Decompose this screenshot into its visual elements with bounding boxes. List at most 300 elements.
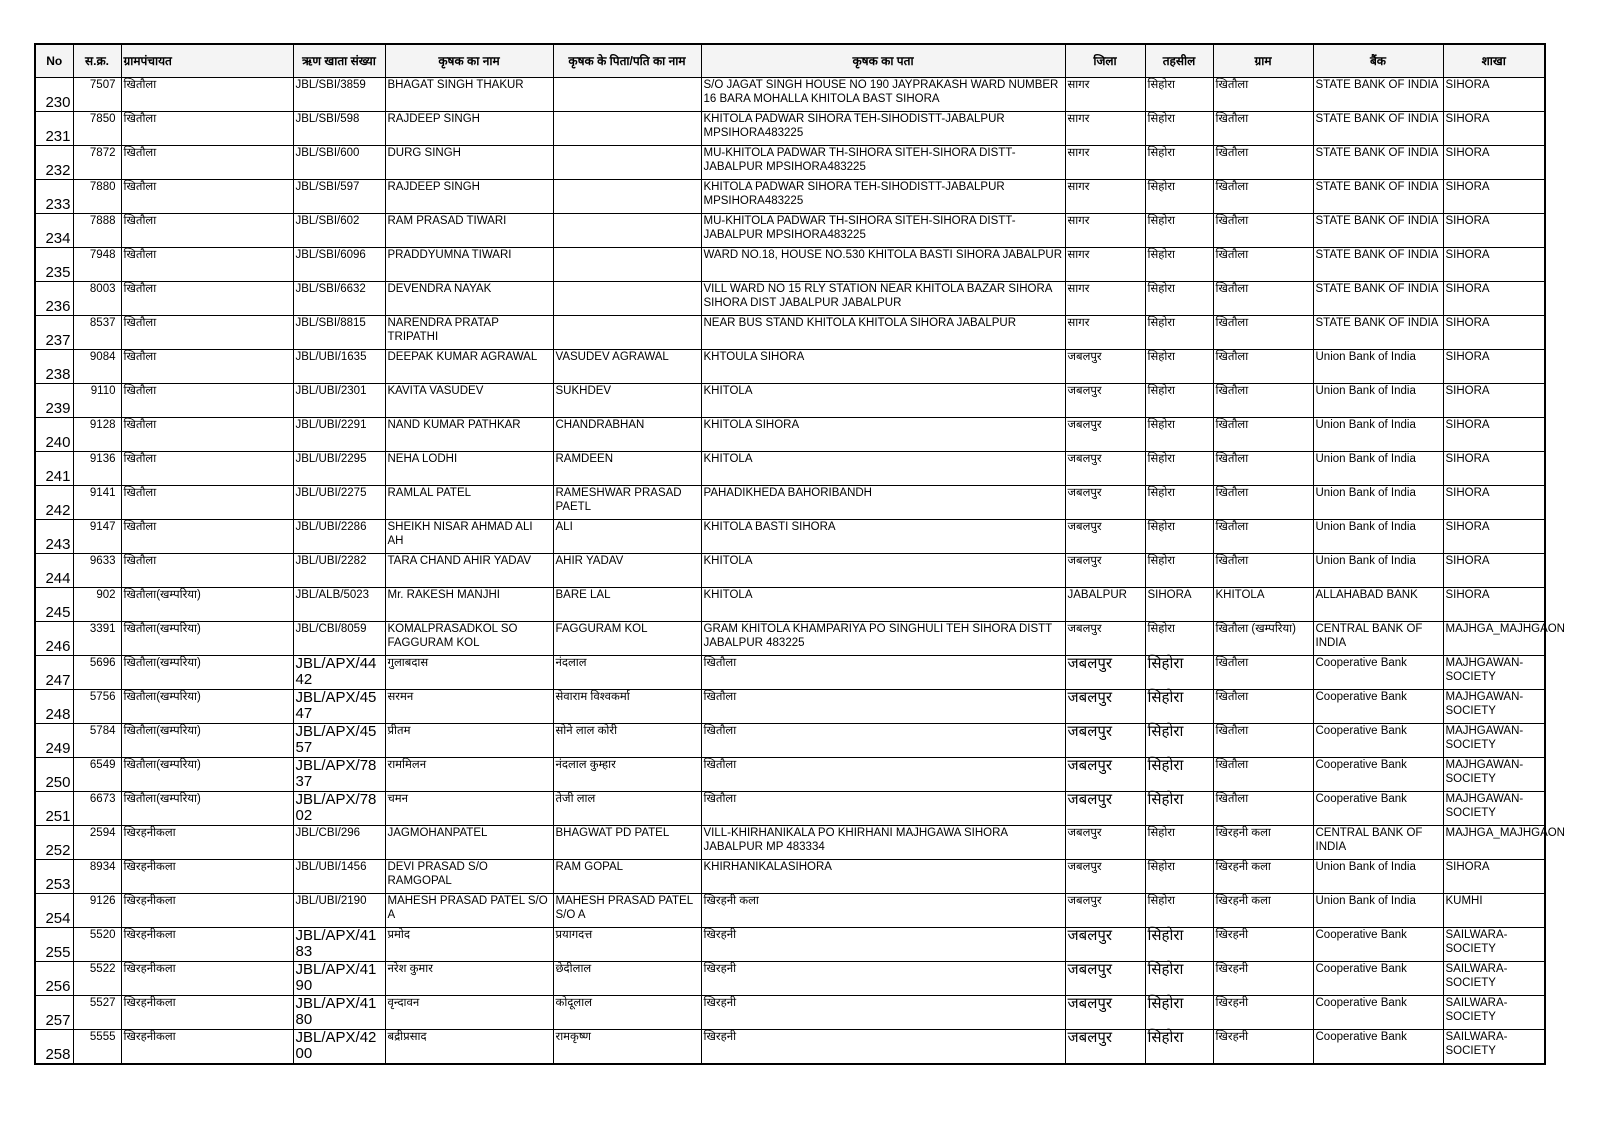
cell-row-number: 255 — [35, 928, 73, 962]
cell-district: जबलपुर — [1065, 996, 1145, 1030]
cell-village: खितौला — [1213, 248, 1313, 282]
cell-village: KHITOLA — [1213, 588, 1313, 622]
cell-father-name: AHIR YADAV — [553, 554, 701, 588]
cell-loan-account: JBL/UBI/2295 — [293, 452, 385, 486]
cell-branch: SIHORA — [1443, 452, 1545, 486]
cell-serial-number: 7850 — [73, 112, 121, 146]
cell-farmer-name: NARENDRA PRATAP TRIPATHI — [385, 316, 553, 350]
cell-farmer-name: PRADDYUMNA TIWARI — [385, 248, 553, 282]
cell-district: जबलपुर — [1065, 860, 1145, 894]
cell-farmer-name: TARA CHAND AHIR YADAV — [385, 554, 553, 588]
cell-row-number: 242 — [35, 486, 73, 520]
cell-bank: STATE BANK OF INDIA — [1313, 248, 1443, 282]
cell-loan-account: JBL/SBI/600 — [293, 146, 385, 180]
table-body — [35, 78, 1565, 1064]
cell-branch: MAJHGAWAN-SOCIETY — [1443, 656, 1545, 690]
cell-father-name: VASUDEV AGRAWAL — [553, 350, 701, 384]
cell-branch: MAJHGAWAN-SOCIETY — [1443, 758, 1545, 792]
cell-bank: Cooperative Bank — [1313, 792, 1443, 826]
header-village: ग्राम — [1213, 44, 1313, 78]
cell-branch: SAILWARA-SOCIETY — [1443, 928, 1545, 962]
cell-father-name — [553, 112, 701, 146]
cell-row-number: 256 — [35, 962, 73, 996]
cell-tehsil: सिहोरा — [1145, 520, 1213, 554]
cell-loan-account: JBL/APX/7802 — [293, 792, 385, 826]
cell-serial-number: 8537 — [73, 316, 121, 350]
cell-address: MU-KHITOLA PADWAR TH-SIHORA SITEH-SIHORA DISTT-JABALPUR MPSIHORA483225 — [701, 214, 1065, 248]
cell-branch: MAJHGAWAN-SOCIETY — [1443, 724, 1545, 758]
header-district: जिला — [1065, 44, 1145, 78]
cell-bank: STATE BANK OF INDIA — [1313, 180, 1443, 214]
table-row — [35, 894, 1545, 928]
cell-branch: MAJHGAWAN-SOCIETY — [1443, 792, 1545, 826]
cell-village: खितौला — [1213, 214, 1313, 248]
cell-address: KHIRHANIKALASIHORA — [701, 860, 1065, 894]
cell-row-number: 258 — [35, 1030, 73, 1064]
cell-loan-account: JBL/APX/4547 — [293, 690, 385, 724]
cell-loan-account: JBL/SBI/3859 — [293, 78, 385, 112]
cell-tehsil: सिहोरा — [1145, 452, 1213, 486]
cell-branch: SIHORA — [1443, 588, 1545, 622]
cell-father-name — [553, 316, 701, 350]
cell-tehsil: सिहोरा — [1145, 554, 1213, 588]
cell-father-name: ALI — [553, 520, 701, 554]
cell-address: KHITOLA — [701, 554, 1065, 588]
header-serial: स.क्र. — [73, 44, 121, 78]
cell-serial-number: 5555 — [73, 1030, 121, 1064]
cell-branch: MAJHGAWAN-SOCIETY — [1443, 690, 1545, 724]
cell-father-name: RAM GOPAL — [553, 860, 701, 894]
cell-gram-panchayat: खितौला — [121, 282, 293, 316]
cell-farmer-name: RAJDEEP SINGH — [385, 112, 553, 146]
cell-address: NEAR BUS STAND KHITOLA KHITOLA SIHORA JABALPUR — [701, 316, 1065, 350]
cell-farmer-name: DEEPAK KUMAR AGRAWAL — [385, 350, 553, 384]
cell-district: जबलपुर — [1065, 350, 1145, 384]
cell-district: जबलपुर — [1065, 758, 1145, 792]
cell-tehsil: सिहोरा — [1145, 316, 1213, 350]
cell-row-number: 238 — [35, 350, 73, 384]
cell-district: जबलपुर — [1065, 452, 1145, 486]
table-row — [35, 418, 1545, 452]
cell-district: जबलपुर — [1065, 690, 1145, 724]
cell-loan-account: JBL/SBI/597 — [293, 180, 385, 214]
cell-tehsil: सिहोरा — [1145, 656, 1213, 690]
cell-row-number: 246 — [35, 622, 73, 656]
cell-serial-number: 9126 — [73, 894, 121, 928]
cell-farmer-name: चमन — [385, 792, 553, 826]
header-loan-account: ऋण खाता संख्या — [293, 44, 385, 78]
cell-loan-account: JBL/UBI/1635 — [293, 350, 385, 384]
table-row — [35, 792, 1545, 826]
cell-gram-panchayat: खितौला — [121, 418, 293, 452]
cell-gram-panchayat: खितौला(खम्परिया) — [121, 724, 293, 758]
cell-bank: Cooperative Bank — [1313, 962, 1443, 996]
cell-farmer-name: नरेश कुमार — [385, 962, 553, 996]
cell-farmer-name: KOMALPRASADKOL SO FAGGURAM KOL — [385, 622, 553, 656]
cell-serial-number: 2594 — [73, 826, 121, 860]
cell-address: KHITOLA BASTI SIHORA — [701, 520, 1065, 554]
table-row — [35, 350, 1545, 384]
cell-gram-panchayat: खितौला — [121, 486, 293, 520]
cell-bank: Union Bank of India — [1313, 384, 1443, 418]
cell-tehsil: सिहोरा — [1145, 146, 1213, 180]
cell-district: जबलपुर — [1065, 724, 1145, 758]
cell-bank: Union Bank of India — [1313, 860, 1443, 894]
loan-table — [34, 43, 1565, 1065]
cell-farmer-name: DEVENDRA NAYAK — [385, 282, 553, 316]
cell-branch: SIHORA — [1443, 860, 1545, 894]
table-row — [35, 384, 1545, 418]
cell-farmer-name: SHEIKH NISAR AHMAD ALI AH — [385, 520, 553, 554]
cell-loan-account: JBL/APX/4183 — [293, 928, 385, 962]
cell-address: खितौला — [701, 792, 1065, 826]
cell-row-number: 250 — [35, 758, 73, 792]
table-row — [35, 486, 1545, 520]
cell-farmer-name: JAGMOHANPATEL — [385, 826, 553, 860]
cell-bank: CENTRAL BANK OF INDIA — [1313, 622, 1443, 656]
cell-loan-account: JBL/ALB/5023 — [293, 588, 385, 622]
cell-serial-number: 9147 — [73, 520, 121, 554]
cell-district: सागर — [1065, 112, 1145, 146]
cell-row-number: 241 — [35, 452, 73, 486]
cell-farmer-name: बद्रीप्रसाद — [385, 1030, 553, 1064]
cell-bank: STATE BANK OF INDIA — [1313, 316, 1443, 350]
cell-village: खितौला — [1213, 112, 1313, 146]
table-row — [35, 554, 1545, 588]
table-row — [35, 1030, 1545, 1064]
cell-address: KHITOLA PADWAR SIHORA TEH-SIHODISTT-JABALPUR MPSIHORA483225 — [701, 180, 1065, 214]
cell-tehsil: सिहोरा — [1145, 384, 1213, 418]
table-row — [35, 588, 1545, 622]
table-row — [35, 452, 1545, 486]
cell-village: खितौला — [1213, 384, 1313, 418]
cell-branch: SAILWARA-SOCIETY — [1443, 996, 1545, 1030]
cell-village: खितौला — [1213, 724, 1313, 758]
cell-serial-number: 6549 — [73, 758, 121, 792]
cell-district: जबलपुर — [1065, 1030, 1145, 1064]
cell-row-number: 234 — [35, 214, 73, 248]
table-row — [35, 724, 1545, 758]
table-row — [35, 928, 1545, 962]
cell-row-number: 236 — [35, 282, 73, 316]
cell-loan-account: JBL/SBI/6632 — [293, 282, 385, 316]
cell-serial-number: 5522 — [73, 962, 121, 996]
header-address: कृषक का पता — [701, 44, 1065, 78]
cell-gram-panchayat: खितौला(खम्परिया) — [121, 622, 293, 656]
cell-village: खितौला — [1213, 656, 1313, 690]
cell-district: सागर — [1065, 78, 1145, 112]
cell-address: KHITOLA SIHORA — [701, 418, 1065, 452]
cell-row-number: 257 — [35, 996, 73, 1030]
table-row — [35, 962, 1545, 996]
cell-loan-account: JBL/UBI/2291 — [293, 418, 385, 452]
cell-loan-account: JBL/APX/4190 — [293, 962, 385, 996]
cell-gram-panchayat: खितौला — [121, 146, 293, 180]
cell-row-number: 254 — [35, 894, 73, 928]
cell-loan-account: JBL/APX/4180 — [293, 996, 385, 1030]
cell-gram-panchayat: खिरहनीकला — [121, 894, 293, 928]
cell-father-name: BARE LAL — [553, 588, 701, 622]
cell-tehsil: सिहोरा — [1145, 78, 1213, 112]
cell-father-name — [553, 146, 701, 180]
cell-village: खितौला — [1213, 146, 1313, 180]
cell-village: खितौला — [1213, 792, 1313, 826]
cell-gram-panchayat: खिरहनीकला — [121, 962, 293, 996]
cell-serial-number: 5520 — [73, 928, 121, 962]
cell-bank: Cooperative Bank — [1313, 724, 1443, 758]
cell-gram-panchayat: खितौला — [121, 350, 293, 384]
cell-gram-panchayat: खितौला(खम्परिया) — [121, 758, 293, 792]
table-row — [35, 996, 1545, 1030]
cell-gram-panchayat: खितौला — [121, 112, 293, 146]
cell-address: KHTOULA SIHORA — [701, 350, 1065, 384]
cell-serial-number: 3391 — [73, 622, 121, 656]
cell-bank: STATE BANK OF INDIA — [1313, 282, 1443, 316]
cell-serial-number: 7872 — [73, 146, 121, 180]
cell-district: सागर — [1065, 282, 1145, 316]
cell-father-name: RAMESHWAR PRASAD PAETL — [553, 486, 701, 520]
cell-branch: SIHORA — [1443, 486, 1545, 520]
cell-bank: ALLAHABAD BANK — [1313, 588, 1443, 622]
cell-gram-panchayat: खितौला — [121, 214, 293, 248]
table-row — [35, 146, 1545, 180]
cell-serial-number: 8934 — [73, 860, 121, 894]
cell-district: सागर — [1065, 316, 1145, 350]
cell-father-name — [553, 248, 701, 282]
table-row — [35, 78, 1545, 112]
cell-row-number: 253 — [35, 860, 73, 894]
cell-district: सागर — [1065, 180, 1145, 214]
cell-farmer-name: प्रीतम — [385, 724, 553, 758]
table-row — [35, 656, 1545, 690]
cell-tehsil: सिहोरा — [1145, 622, 1213, 656]
cell-bank: Cooperative Bank — [1313, 996, 1443, 1030]
cell-father-name: तेजी लाल — [553, 792, 701, 826]
cell-tehsil: सिहोरा — [1145, 486, 1213, 520]
cell-father-name: नंदलाल — [553, 656, 701, 690]
cell-village: खितौला — [1213, 282, 1313, 316]
cell-serial-number: 9084 — [73, 350, 121, 384]
header-no: No — [35, 44, 73, 78]
cell-village: खितौला — [1213, 180, 1313, 214]
cell-bank: STATE BANK OF INDIA — [1313, 112, 1443, 146]
cell-farmer-name: RAMLAL PATEL — [385, 486, 553, 520]
cell-serial-number: 7888 — [73, 214, 121, 248]
cell-loan-account: JBL/UBI/2286 — [293, 520, 385, 554]
cell-gram-panchayat: खितौला — [121, 384, 293, 418]
cell-father-name — [553, 282, 701, 316]
cell-row-number: 247 — [35, 656, 73, 690]
table-row — [35, 520, 1545, 554]
cell-village: खिरहनी कला — [1213, 860, 1313, 894]
cell-serial-number: 902 — [73, 588, 121, 622]
header-bank: बैंक — [1313, 44, 1443, 78]
cell-address: KHITOLA — [701, 588, 1065, 622]
cell-gram-panchayat: खिरहनीकला — [121, 826, 293, 860]
cell-bank: CENTRAL BANK OF INDIA — [1313, 826, 1443, 860]
cell-father-name: सोने लाल कोरी — [553, 724, 701, 758]
cell-village: खितौला — [1213, 758, 1313, 792]
cell-loan-account: JBL/APX/4557 — [293, 724, 385, 758]
cell-branch: SIHORA — [1443, 214, 1545, 248]
cell-address: GRAM KHITOLA KHAMPARIYA PO SINGHULI TEH SIHORA DISTT JABALPUR 483225 — [701, 622, 1065, 656]
table-row — [35, 690, 1545, 724]
cell-farmer-name: DEVI PRASAD S/O RAMGOPAL — [385, 860, 553, 894]
cell-row-number: 251 — [35, 792, 73, 826]
cell-tehsil: सिहोरा — [1145, 248, 1213, 282]
cell-district: जबलपुर — [1065, 486, 1145, 520]
cell-address: S/O JAGAT SINGH HOUSE NO 190 JAYPRAKASH WARD NUMBER 16 BARA MOHALLA KHITOLA BAST SIHORA — [701, 78, 1065, 112]
cell-father-name — [553, 214, 701, 248]
cell-address: PAHADIKHEDA BAHORIBANDH — [701, 486, 1065, 520]
cell-row-number: 233 — [35, 180, 73, 214]
cell-father-name: सेवाराम विश्वकर्मा — [553, 690, 701, 724]
cell-gram-panchayat: खिरहनीकला — [121, 996, 293, 1030]
cell-address: खितौला — [701, 690, 1065, 724]
cell-tehsil: सिहोरा — [1145, 826, 1213, 860]
cell-tehsil: SIHORA — [1145, 588, 1213, 622]
cell-district: सागर — [1065, 248, 1145, 282]
cell-farmer-name: Mr. RAKESH MANJHI — [385, 588, 553, 622]
cell-branch: KUMHI — [1443, 894, 1545, 928]
cell-bank: Union Bank of India — [1313, 452, 1443, 486]
cell-farmer-name: DURG SINGH — [385, 146, 553, 180]
cell-farmer-name: वृन्दावन — [385, 996, 553, 1030]
cell-serial-number: 5527 — [73, 996, 121, 1030]
cell-tehsil: सिहोरा — [1145, 112, 1213, 146]
cell-village: खितौला — [1213, 418, 1313, 452]
table-row — [35, 826, 1545, 860]
cell-father-name: प्रयागदत्त — [553, 928, 701, 962]
cell-serial-number: 9128 — [73, 418, 121, 452]
cell-village: खिरहनी — [1213, 928, 1313, 962]
cell-gram-panchayat: खितौला(खम्परिया) — [121, 792, 293, 826]
table-row — [35, 282, 1545, 316]
cell-district: जबलपुर — [1065, 962, 1145, 996]
header-farmer-name: कृषक का नाम — [385, 44, 553, 78]
cell-bank: Union Bank of India — [1313, 486, 1443, 520]
cell-tehsil: सिहोरा — [1145, 724, 1213, 758]
cell-village: खिरहनी — [1213, 1030, 1313, 1064]
cell-row-number: 240 — [35, 418, 73, 452]
cell-row-number: 244 — [35, 554, 73, 588]
cell-branch: MAJHGA_MAJHGAON — [1443, 826, 1545, 860]
cell-tehsil: सिहोरा — [1145, 962, 1213, 996]
cell-father-name: BHAGWAT PD PATEL — [553, 826, 701, 860]
cell-district: जबलपुर — [1065, 928, 1145, 962]
table-row — [35, 622, 1545, 656]
header-branch: शाखा — [1443, 44, 1545, 78]
cell-branch: SAILWARA-SOCIETY — [1443, 1030, 1545, 1064]
cell-district: जबलपुर — [1065, 894, 1145, 928]
table-row — [35, 860, 1545, 894]
cell-gram-panchayat: खितौला — [121, 554, 293, 588]
cell-row-number: 230 — [35, 78, 73, 112]
cell-district: जबलपुर — [1065, 418, 1145, 452]
cell-village: खितौला — [1213, 554, 1313, 588]
cell-serial-number: 8003 — [73, 282, 121, 316]
cell-branch: SIHORA — [1443, 384, 1545, 418]
cell-village: खिरहनी कला — [1213, 894, 1313, 928]
cell-loan-account: JBL/CBI/8059 — [293, 622, 385, 656]
cell-gram-panchayat: खितौला — [121, 180, 293, 214]
cell-district: JABALPUR — [1065, 588, 1145, 622]
cell-row-number: 245 — [35, 588, 73, 622]
cell-tehsil: सिहोरा — [1145, 792, 1213, 826]
table-row — [35, 112, 1545, 146]
cell-gram-panchayat: खितौला — [121, 520, 293, 554]
cell-serial-number: 9633 — [73, 554, 121, 588]
cell-branch: SAILWARA-SOCIETY — [1443, 962, 1545, 996]
cell-address: VILL WARD NO 15 RLY STATION NEAR KHITOLA BAZAR SIHORA SIHORA DIST JABALPUR JABALPUR — [701, 282, 1065, 316]
cell-address: खितौला — [701, 758, 1065, 792]
cell-address: खिरहनी — [701, 962, 1065, 996]
cell-loan-account: JBL/APX/4200 — [293, 1030, 385, 1064]
cell-row-number: 252 — [35, 826, 73, 860]
cell-tehsil: सिहोरा — [1145, 214, 1213, 248]
cell-bank: STATE BANK OF INDIA — [1313, 78, 1443, 112]
cell-tehsil: सिहोरा — [1145, 690, 1213, 724]
table-row — [35, 214, 1545, 248]
cell-tehsil: सिहोरा — [1145, 350, 1213, 384]
cell-address: VILL-KHIRHANIKALA PO KHIRHANI MAJHGAWA SIHORA JABALPUR MP 483334 — [701, 826, 1065, 860]
cell-father-name: FAGGURAM KOL — [553, 622, 701, 656]
cell-tehsil: सिहोरा — [1145, 996, 1213, 1030]
cell-village: खिरहनी कला — [1213, 826, 1313, 860]
cell-father-name: नंदलाल कुम्हार — [553, 758, 701, 792]
cell-father-name: MAHESH PRASAD PATEL S/O A — [553, 894, 701, 928]
cell-address: KHITOLA PADWAR SIHORA TEH-SIHODISTT-JABALPUR MPSIHORA483225 — [701, 112, 1065, 146]
cell-father-name: रामकृष्ण — [553, 1030, 701, 1064]
cell-gram-panchayat: खितौला — [121, 316, 293, 350]
cell-branch: SIHORA — [1443, 146, 1545, 180]
table-row — [35, 758, 1545, 792]
cell-farmer-name: BHAGAT SINGH THAKUR — [385, 78, 553, 112]
cell-branch: SIHORA — [1443, 520, 1545, 554]
cell-district: जबलपुर — [1065, 622, 1145, 656]
cell-serial-number: 7507 — [73, 78, 121, 112]
table-row — [35, 248, 1545, 282]
cell-farmer-name: राममिलन — [385, 758, 553, 792]
cell-district: जबलपुर — [1065, 384, 1145, 418]
cell-tehsil: सिहोरा — [1145, 860, 1213, 894]
cell-farmer-name: RAJDEEP SINGH — [385, 180, 553, 214]
cell-serial-number: 5784 — [73, 724, 121, 758]
cell-village: खिरहनी — [1213, 996, 1313, 1030]
cell-farmer-name: प्रमोद — [385, 928, 553, 962]
cell-father-name — [553, 78, 701, 112]
cell-village: खितौला — [1213, 486, 1313, 520]
cell-district: जबलपुर — [1065, 826, 1145, 860]
farmer-loan-sheet — [34, 43, 1565, 1065]
cell-gram-panchayat: खितौला(खम्परिया) — [121, 656, 293, 690]
cell-bank: STATE BANK OF INDIA — [1313, 214, 1443, 248]
table-row — [35, 180, 1545, 214]
cell-loan-account: JBL/CBI/296 — [293, 826, 385, 860]
cell-father-name: SUKHDEV — [553, 384, 701, 418]
cell-farmer-name: KAVITA VASUDEV — [385, 384, 553, 418]
cell-loan-account: JBL/UBI/2275 — [293, 486, 385, 520]
cell-serial-number: 5696 — [73, 656, 121, 690]
cell-village: खितौला — [1213, 452, 1313, 486]
cell-loan-account: JBL/UBI/2190 — [293, 894, 385, 928]
cell-tehsil: सिहोरा — [1145, 418, 1213, 452]
cell-bank: Cooperative Bank — [1313, 928, 1443, 962]
cell-row-number: 235 — [35, 248, 73, 282]
cell-branch: SIHORA — [1443, 180, 1545, 214]
cell-gram-panchayat: खितौला — [121, 248, 293, 282]
cell-branch: SIHORA — [1443, 554, 1545, 588]
